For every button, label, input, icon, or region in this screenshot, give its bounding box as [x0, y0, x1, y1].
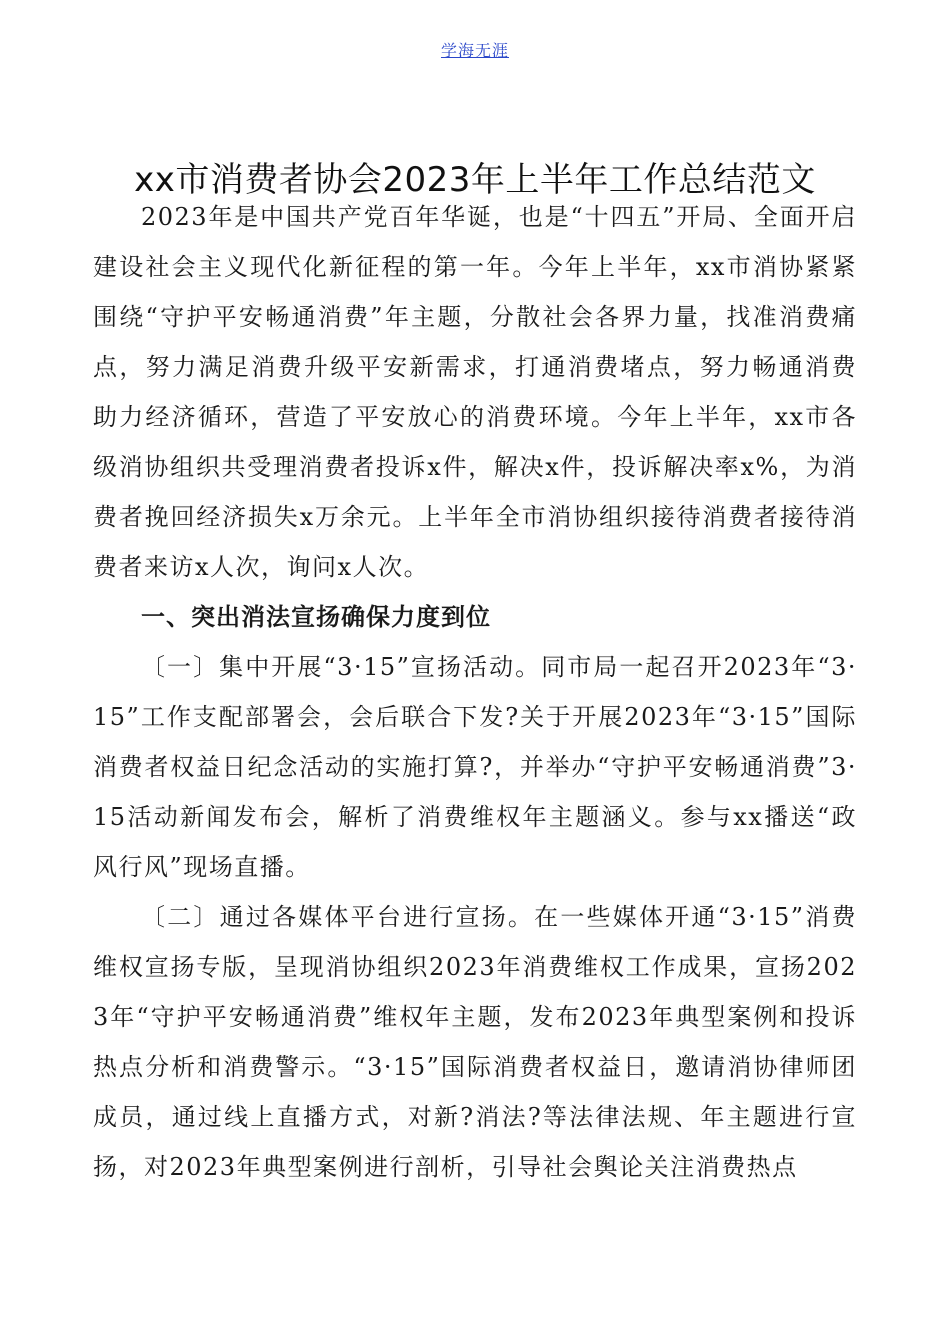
section-paragraph-1: 〔一〕集中开展“3·15”宣扬活动。同市局一起召开2023年“3·15”工作支配部署会，会后联合下发?关于开展2023年“3·15”国际消费者权益日纪念活动的实施打算?，并举办“守护平安畅通消费”3·15活动新闻发布会，解析了消费维权年主题涵义。参与xx播送“政风行风”现场直播。 [93, 653, 857, 881]
section-heading: 一、突出消法宣扬确保力度到位 [141, 603, 491, 631]
document-title: xx市消费者协会2023年上半年工作总结范文 [134, 160, 816, 200]
header-link[interactable]: 学海无涯 [440, 41, 509, 60]
section-paragraph-2: 〔二〕通过各媒体平台进行宣扬。在一些媒体开通“3·15”消费维权宣扬专版，呈现消协组织2023年消费维权工作成果，宣扬2023年“守护平安畅通消费”维权年主题，发布2023年典型案例和投诉热点分析和消费警示。“3·15”国际消费者权益日，邀请消协律师团成员，通过线上直播方式，对新?消法?等法律法规、年主题进行宣扬，对2023年典型案例进行剖析，引导社会舆论关注消费热点 [93, 903, 857, 1181]
document-body [93, 192, 857, 1192]
intro-paragraph: 2023年是中国共产党百年华诞，也是“十四五”开局、全面开启建设社会主义现代化新征程的第一年。今年上半年，xx市消协紧紧围绕“守护平安畅通消费”年主题，分散社会各界力量，找准消费痛点，努力满足消费升级平安新需求，打通消费堵点，努力畅通消费助力经济循环，营造了平安放心的消费环境。今年上半年，xx市各级消协组织共受理消费者投诉x件，解决x件，投诉解决率x%，为消费者挽回经济损失x万余元。上半年全市消协组织接待消费者接待消费者来访x人次，询问x人次。 [93, 203, 857, 581]
